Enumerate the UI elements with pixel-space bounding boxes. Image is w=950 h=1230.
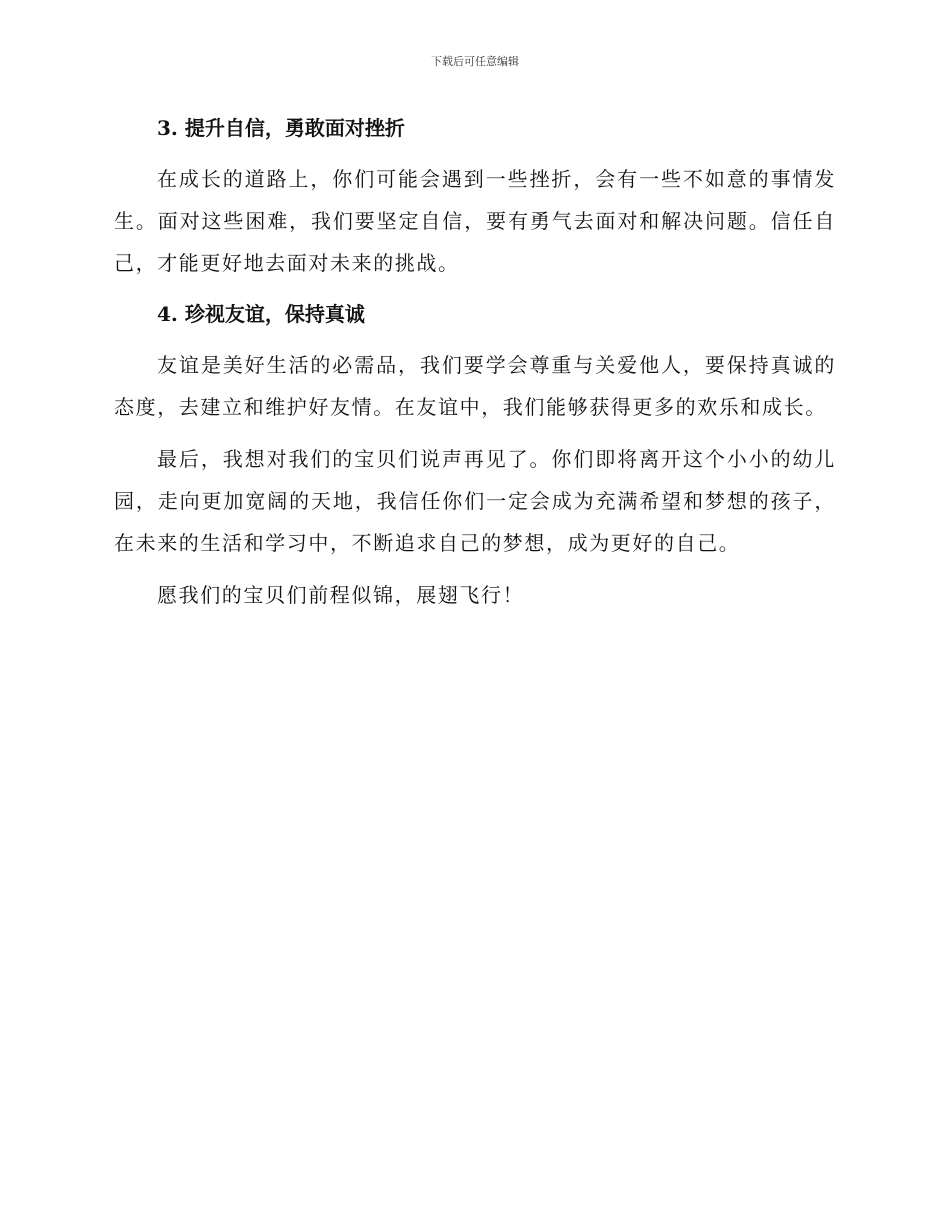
section-heading-3: 3. 提升自信，勇敢面对挫折: [157, 116, 405, 140]
section-paragraph-3: 在成长的道路上，你们可能会遇到一些挫折，会有一些不如意的事情发生。面对这些困难，我们要坚定自信，要有勇气去面对和解决问题。信任自己，才能更好地去面对未来的挑战。: [114, 167, 836, 275]
closing-wish: 愿我们的宝贝们前程似锦，展翅飞行！: [157, 583, 525, 607]
section-heading-4: 4. 珍视友谊，保持真诚: [157, 302, 365, 326]
page-header: 下载后可任意编辑: [431, 55, 519, 68]
section-paragraph-4: 友谊是美好生活的必需品，我们要学会尊重与关爱他人，要保持真诚的态度，去建立和维护好友情。在友谊中，我们能够获得更多的欢乐和成长。: [114, 353, 836, 419]
closing-paragraph: 最后，我想对我们的宝贝们说声再见了。你们即将离开这个小小的幼儿园，走向更加宽阔的天地，我信任你们一定会成为充满希望和梦想的孩子，在未来的生活和学习中，不断追求自己的梦想，成为更好的自己。: [114, 447, 836, 555]
document-body: [114, 110, 836, 616]
